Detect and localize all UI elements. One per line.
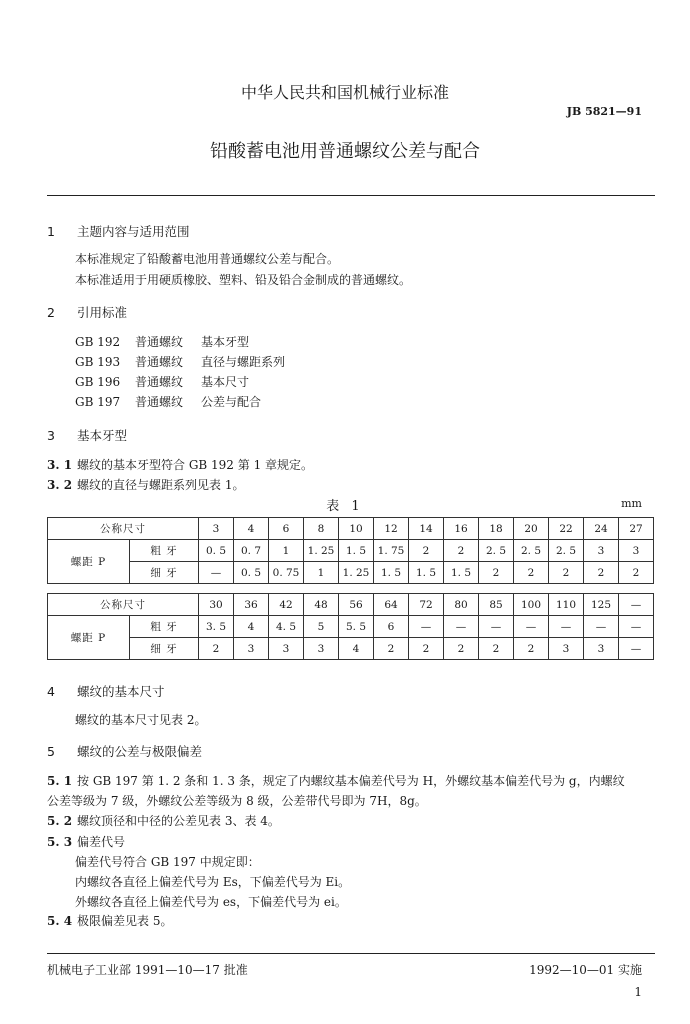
clause-3-1 (47, 456, 313, 473)
section-3-heading (47, 426, 127, 444)
table-cell: 2 (444, 540, 479, 562)
reference-subject: 普通螺纹 (135, 335, 184, 349)
clause-number: 5. 3 (47, 835, 73, 849)
table-cell: 1. 25 (339, 562, 374, 584)
table-cell: 3 (199, 518, 234, 540)
table-cell: 42 (269, 594, 304, 616)
table-cell: — (584, 616, 619, 638)
table-cell: 6 (269, 518, 304, 540)
clause-text: 极限偏差见表 5。 (77, 914, 173, 928)
table-cell: 2. 5 (549, 540, 584, 562)
clause-text-continued: 公差等级为 7 级，外螺纹公差等级为 8 级，公差带代号即为 7H，8g。 (47, 794, 427, 808)
paragraph: 本标准规定了铅酸蓄电池用普通螺纹公差与配合。 (75, 252, 340, 266)
table-cell: 18 (479, 518, 514, 540)
table-cell: 12 (374, 518, 409, 540)
table-cell: 20 (514, 518, 549, 540)
table-cell: 2 (409, 540, 444, 562)
footer-divider (47, 953, 655, 954)
table-cell: 2 (479, 638, 514, 660)
section-title: 基本牙型 (77, 428, 128, 443)
table-cell: 64 (374, 594, 409, 616)
table-cell: 2 (374, 638, 409, 660)
section-5-heading (47, 742, 202, 760)
table-cell: 8 (304, 518, 339, 540)
table-cell: 3 (619, 540, 654, 562)
table-cell: 85 (479, 594, 514, 616)
table-cell: — (619, 638, 654, 660)
clause-5-3 (47, 833, 125, 850)
org-title: 中华人民共和国机械行业标准 (240, 83, 449, 102)
table-row (48, 638, 654, 660)
table-row (48, 540, 654, 562)
table-cell: 2 (619, 562, 654, 584)
table-cell: 1. 5 (374, 562, 409, 584)
table-cell: 2 (444, 638, 479, 660)
table-1-part-2 (47, 593, 654, 660)
reference-topic: 基本牙型 (201, 335, 250, 349)
table-cell: 0. 5 (234, 562, 269, 584)
table-cell: 80 (444, 594, 479, 616)
standard-number: JB 5821—91 (566, 105, 642, 118)
table-cell: — (409, 616, 444, 638)
table-cell: 56 (339, 594, 374, 616)
table-cell: 4. 5 (269, 616, 304, 638)
table-cell: 30 (199, 594, 234, 616)
table-cell: 1 (304, 562, 339, 584)
header-divider (47, 195, 655, 196)
reference-subject: 普通螺纹 (135, 395, 184, 409)
table-cell: 72 (409, 594, 444, 616)
section-title: 引用标准 (77, 305, 128, 320)
section-title: 螺纹的公差与极限偏差 (77, 744, 203, 759)
pitch-label: 螺距 P (48, 540, 130, 584)
reference-item (75, 353, 285, 370)
reference-code: GB 197 (75, 395, 121, 409)
paragraph: 螺纹的基本尺寸见表 2。 (75, 713, 207, 727)
table-cell: 48 (304, 594, 339, 616)
table-cell: 100 (514, 594, 549, 616)
table-cell: — (619, 616, 654, 638)
clause-number: 5. 2 (47, 814, 73, 828)
reference-item (75, 333, 249, 350)
table-cell: 1. 5 (339, 540, 374, 562)
clause-3-2 (47, 476, 244, 493)
fine-label: 细 牙 (130, 562, 199, 584)
table-cell: 2 (514, 562, 549, 584)
table-cell: 125 (584, 594, 619, 616)
table-row (48, 562, 654, 584)
reference-item (75, 373, 249, 390)
effective-date: 1992—10—01 实施 (529, 963, 642, 977)
paragraph: 外螺纹各直径上偏差代号为 es，下偏差代号为 ei。 (75, 895, 347, 909)
table-cell: 2. 5 (514, 540, 549, 562)
reference-code: GB 196 (75, 375, 121, 389)
clause-5-2 (47, 812, 280, 829)
table-cell: 4 (234, 616, 269, 638)
table-cell: 4 (234, 518, 269, 540)
table-row (48, 616, 654, 638)
fine-label: 细 牙 (130, 638, 199, 660)
table-cell: 5 (304, 616, 339, 638)
table-cell: 6 (374, 616, 409, 638)
approval-info: 机械电子工业部 1991—10—17 批准 (47, 963, 248, 977)
table-cell: 3 (584, 540, 619, 562)
reference-subject: 普通螺纹 (135, 375, 184, 389)
table-cell: 24 (584, 518, 619, 540)
coarse-label: 粗 牙 (130, 540, 199, 562)
table-cell: 2 (479, 562, 514, 584)
table-cell: 0. 7 (234, 540, 269, 562)
table-cell: 3 (269, 638, 304, 660)
table-cell: 3 (234, 638, 269, 660)
table-cell: 2 (549, 562, 584, 584)
section-number: 2 (47, 305, 55, 320)
section-number: 5 (47, 744, 55, 759)
table-cell: — (619, 594, 654, 616)
table-cell: 14 (409, 518, 444, 540)
table-row (48, 594, 654, 616)
pitch-label: 螺距 P (48, 616, 130, 660)
table-cell: 1 (269, 540, 304, 562)
table-cell: 2 (409, 638, 444, 660)
reference-item (75, 393, 261, 410)
table-1-part-1 (47, 517, 654, 584)
table-cell: — (199, 562, 234, 584)
reference-topic: 公差与配合 (201, 395, 262, 409)
table-cell: 1. 5 (409, 562, 444, 584)
clause-number: 3. 1 (47, 458, 73, 472)
table-cell: 1. 5 (444, 562, 479, 584)
reference-code: GB 193 (75, 355, 121, 369)
clause-text: 偏差代号 (77, 835, 126, 849)
reference-code: GB 192 (75, 335, 121, 349)
clause-text: 按 GB 197 第 1. 2 条和 1. 3 条，规定了内螺纹基本偏差代号为 H，外螺纹基本偏差代号为 g，内螺纹 (77, 774, 625, 788)
table-cell: 3 (304, 638, 339, 660)
section-number: 3 (47, 428, 55, 443)
table-cell: 22 (549, 518, 584, 540)
clause-number: 3. 2 (47, 478, 73, 492)
table-cell: — (479, 616, 514, 638)
nominal-size-label: 公称尺寸 (48, 594, 199, 616)
table-cell: 1. 25 (304, 540, 339, 562)
table-cell: 5. 5 (339, 616, 374, 638)
clause-number: 5. 4 (47, 914, 73, 928)
clause-5-4 (47, 912, 172, 929)
table-row (48, 518, 654, 540)
paragraph: 本标准适用于用硬质橡胶、塑料、铅及铅合金制成的普通螺纹。 (75, 273, 412, 287)
reference-topic: 基本尺寸 (201, 375, 250, 389)
table-cell: 27 (619, 518, 654, 540)
page-number: 1 (634, 985, 642, 999)
table-cell: 3 (584, 638, 619, 660)
section-title: 主题内容与适用范围 (77, 224, 190, 239)
reference-topic: 直径与螺距系列 (201, 355, 286, 369)
clause-text: 螺纹顶径和中径的公差见表 3、表 4。 (77, 814, 280, 828)
table-cell: 2 (584, 562, 619, 584)
table-cell: — (514, 616, 549, 638)
table-cell: 3 (549, 638, 584, 660)
reference-subject: 普通螺纹 (135, 355, 184, 369)
clause-text: 螺纹的基本牙型符合 GB 192 第 1 章规定。 (77, 458, 314, 472)
paragraph: 偏差代号符合 GB 197 中规定即： (75, 855, 260, 869)
section-4-heading (47, 682, 165, 700)
table-unit: mm (621, 497, 642, 510)
table-cell: 2. 5 (479, 540, 514, 562)
document-title: 铅酸蓄电池用普通螺纹公差与配合 (210, 141, 480, 162)
section-title: 螺纹的基本尺寸 (77, 684, 165, 699)
table-cell: 2 (199, 638, 234, 660)
table-cell: 10 (339, 518, 374, 540)
section-1-heading (47, 222, 190, 240)
paragraph: 内螺纹各直径上偏差代号为 Es，下偏差代号为 Ei。 (75, 875, 351, 889)
clause-text: 螺纹的直径与螺距系列见表 1。 (77, 478, 245, 492)
section-number: 4 (47, 684, 55, 699)
coarse-label: 粗 牙 (130, 616, 199, 638)
table-cell: — (549, 616, 584, 638)
table-cell: 1. 75 (374, 540, 409, 562)
table-cell: 36 (234, 594, 269, 616)
table-cell: 16 (444, 518, 479, 540)
clause-5-1 (47, 772, 625, 789)
table-cell: 110 (549, 594, 584, 616)
section-number: 1 (47, 224, 55, 239)
table-cell: — (444, 616, 479, 638)
table-cell: 0. 75 (269, 562, 304, 584)
table-cell: 4 (339, 638, 374, 660)
table-caption: 表 1 (326, 499, 364, 514)
table-cell: 2 (514, 638, 549, 660)
nominal-size-label: 公称尺寸 (48, 518, 199, 540)
section-2-heading (47, 303, 127, 321)
clause-number: 5. 1 (47, 774, 73, 788)
table-cell: 3. 5 (199, 616, 234, 638)
table-cell: 0. 5 (199, 540, 234, 562)
